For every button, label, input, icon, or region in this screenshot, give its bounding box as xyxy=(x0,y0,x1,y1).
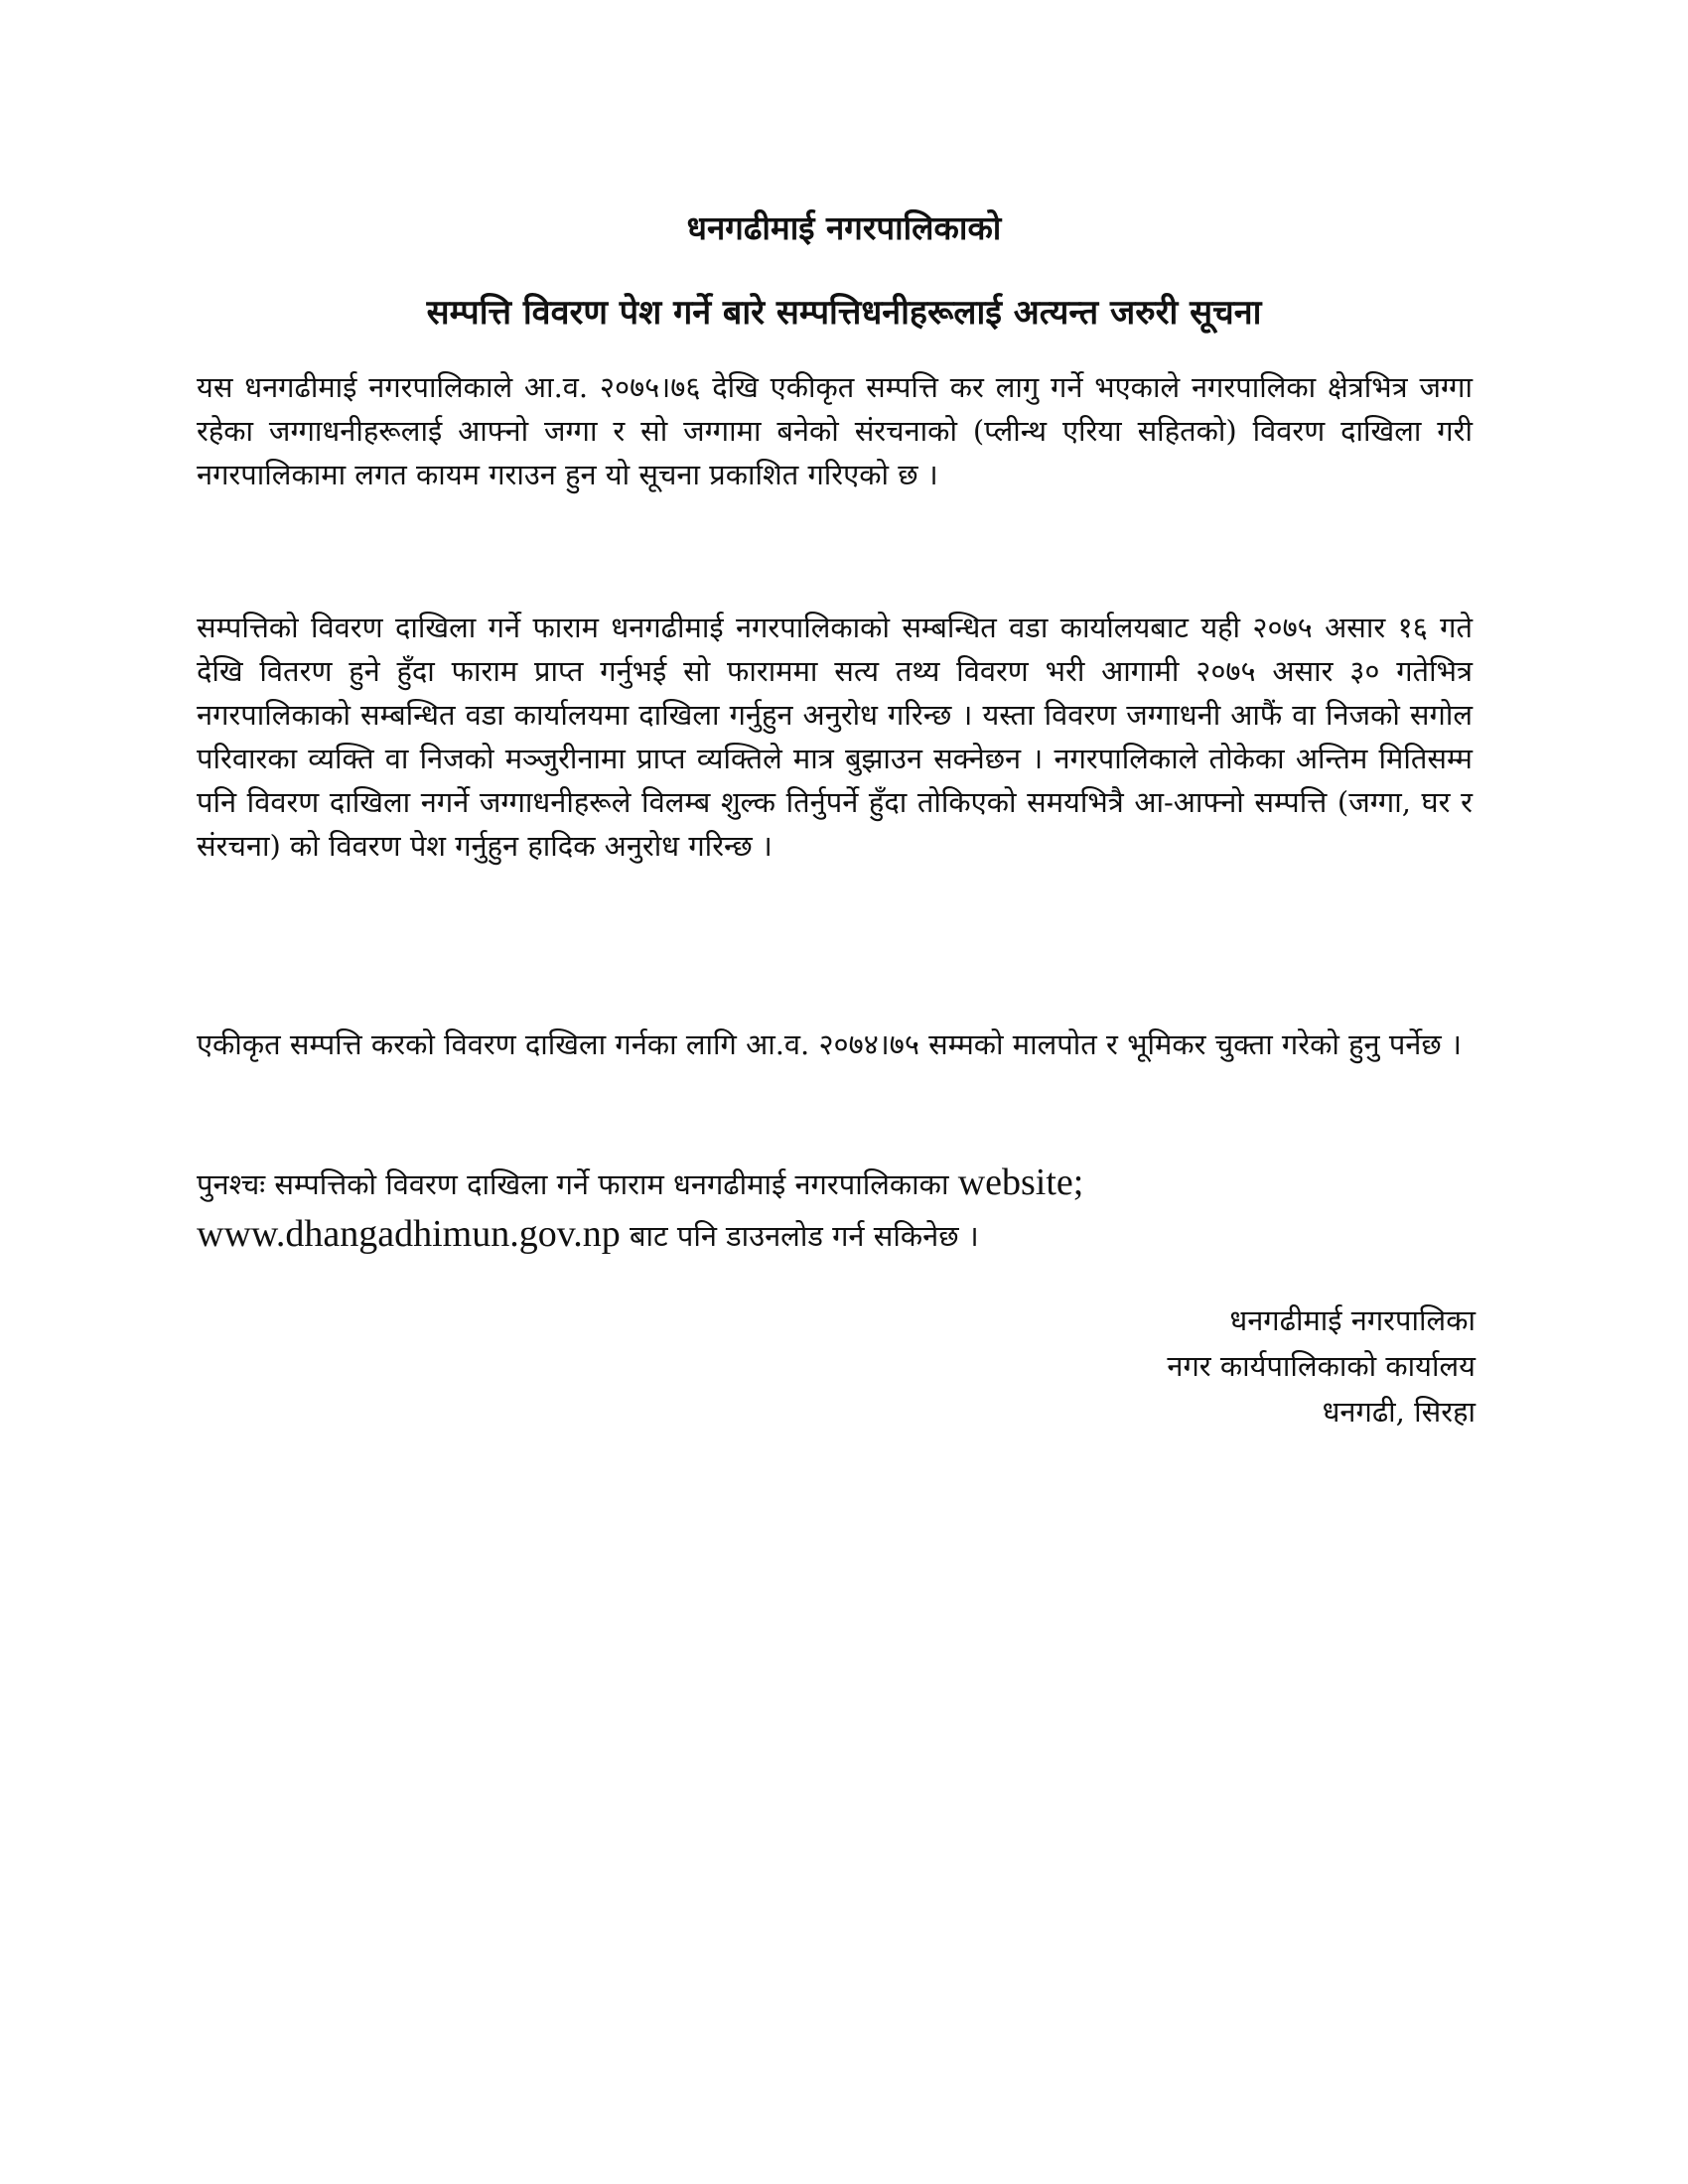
signature-line-1: धनगढीमाई नगरपालिका xyxy=(1229,1303,1476,1337)
postscript-url: www.dhangadhimun.gov.np xyxy=(197,1213,621,1255)
postscript-prefix: पुनश्चः सम्पत्तिको विवरण दाखिला गर्ने फाराम धनगढीमाई नगरपालिकाका xyxy=(197,1167,949,1201)
signature-line-2: नगर कार्यपालिकाको कार्यालय xyxy=(1167,1349,1476,1383)
signature-line-3: धनगढी, सिरहा xyxy=(1322,1395,1476,1429)
notice-paragraph-2: सम्पत्तिको विवरण दाखिला गर्ने फाराम धनगढीमाई नगरपालिकाको सम्बन्धित वडा कार्यालयबाट यही २०७५ असार १६ गते देखि वितरण हुने हुँदा फाराम प्राप्त गर्नुभई सो फाराममा सत्य तथ्य विवरण भरी आगामी २०७५ असार ३० गतेभित्र नगरपालिकाको सम्बन्धित वडा कार्यालयमा दाखिला गर्नुहुन अनुरोध गरिन्छ । यस्ता विवरण जग्गाधनी आफैं वा निजको सगोल परिवारका व्यक्ति वा निजको मञ्जुरीनामा प्राप्त व्यक्तिले मात्र बुझाउन सक्नेछन । नगरपालिकाले तोकेका अन्तिम मितिसम्म पनि विवरण दाखिला नगर्ने जग्गाधनीहरूले विलम्ब शुल्क तिर्नुपर्ने हुँदा तोकिएको समयभित्रै आ-आफ्नो सम्पत्ति (जग्गा, घर र संरचना) को विवरण पेश गर्नुहुन हादिक अनुरोध गरिन्छ । xyxy=(197,611,1473,863)
postscript xyxy=(197,1158,1487,1261)
notice-paragraph-1: यस धनगढीमाई नगरपालिकाले आ.व. २०७५।७६ देखि एकीकृत सम्पत्ति कर लागु गर्ने भएकाले नगरपालिका क्षेत्रभित्र जग्गा रहेका जग्गाधनीहरूलाई आफ्नो जग्गा र सो जग्गामा बनेको संरचनाको (प्लीन्थ एरिया सहितको) विवरण दाखिला गरी नगरपालिकामा लगत कायम गराउन हुन यो सूचना प्रकाशित गरिएको छ । xyxy=(197,370,1473,491)
notice-title: सम्पत्ति विवरण पेश गर्ने बारे सम्पत्तिधनीहरूलाई अत्यन्त जरुरी सूचना xyxy=(426,293,1262,333)
notice-paragraph-3: एकीकृत सम्पत्ति करको विवरण दाखिला गर्नका लागि आ.व. २०७४।७५ सम्मको मालपोत र भूमिकर चुक्ता गरेको हुनु पर्नेछ । xyxy=(197,1027,1462,1061)
postscript-website-label: website; xyxy=(957,1161,1084,1203)
postscript-suffix: बाट पनि डाउनलोड गर्न सकिनेछ । xyxy=(629,1219,979,1253)
organization-heading: धनगढीमाई नगरपालिकाको xyxy=(686,208,1002,247)
